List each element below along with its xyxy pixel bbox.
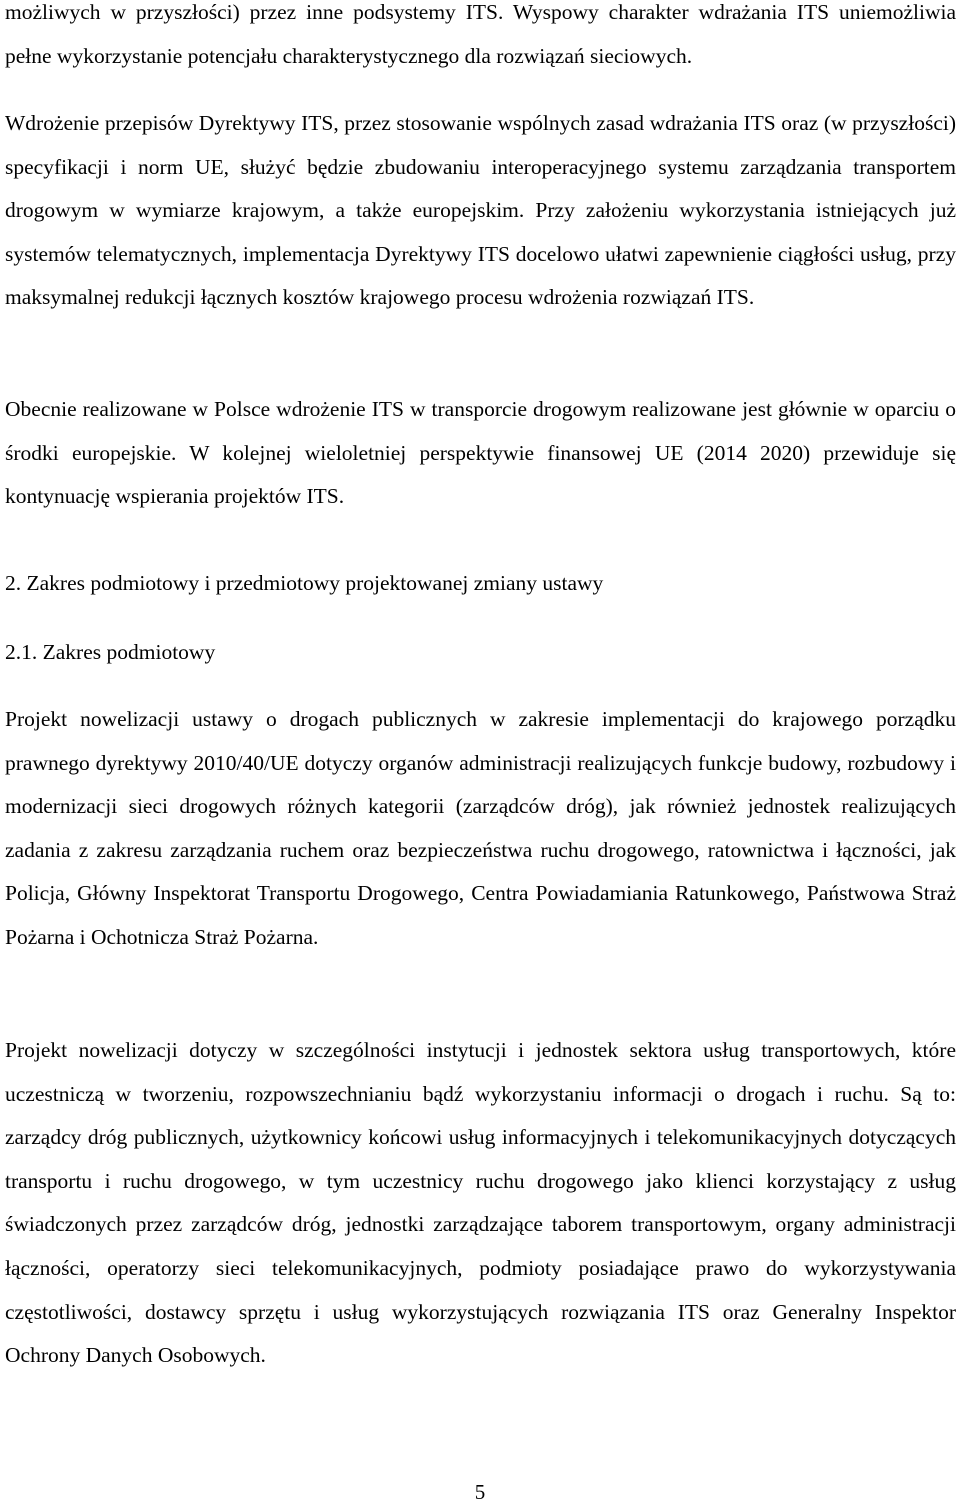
section-heading-2: 2. Zakres podmiotowy i przedmiotowy projektowanej zmiany ustawy <box>5 571 604 595</box>
paragraph-its-directive-implementation: Wdrożenie przepisów Dyrektywy ITS, przez stosowanie wspólnych zasad wdrażania ITS oraz (w przyszłości) specyfikacji i norm UE, służyć będzie zbudowaniu interoperacyjnego systemu zarządzania transportem drogowym w wymiarze krajowym, a także europejskim. Przy założeniu wykorzystania istniejących już systemów telematycznych, implementacja Dyrektywy ITS docelowo ułatwi zapewnienie ciągłości usług, przy maksymalnej redukcji łącznych kosztów krajowego procesu wdrożenia rozwiązań ITS. <box>5 111 956 310</box>
paragraph-its-island-deployment: możliwych w przyszłości) przez inne podsystemy ITS. Wyspowy charakter wdrażania ITS uniemożliwia pełne wykorzystanie potencjału charakterystycznego dla rozwiązań sieciowych. <box>5 0 956 68</box>
paragraph-project-entities: Projekt nowelizacji dotyczy w szczególności instytucji i jednostek sektora usług transportowych, które uczestniczą w tworzeniu, rozpowszechnianiu bądź wykorzystaniu informacji o drogach i ruchu. Są to: zarządcy dróg publicznych, użytkownicy końcowi usług informacyjnych i telekomunikacyjnych dotyczących transportu i ruchu drogowego, w tym uczestnicy ruchu drogowego jako klienci korzystający z usług świadczonych przez zarządców dróg, jednostki zarządzające taborem transportowym, organy administracji łączności, operatorzy sieci telekomunikacyjnych, podmioty posiadające prawo do wykorzystywania częstotliwości, dostawcy sprzętu i usług wykorzystujących rozwiązania ITS oraz Generalny Inspektor Ochrony Danych Osobowych. <box>5 1038 956 1368</box>
section-heading-2-1: 2.1. Zakres podmiotowy <box>5 640 216 664</box>
page-number: 5 <box>474 1480 486 1504</box>
paragraph-current-its-deployment: Obecnie realizowane w Polsce wdrożenie ITS w transporcie drogowym realizowane jest głównie w oparciu o środki europejskie. W kolejnej wieloletniej perspektywie finansowej UE (2014 2020) przewiduje się kontynuację wspierania projektów ITS. <box>5 397 956 509</box>
paragraph-project-scope: Projekt nowelizacji ustawy o drogach publicznych w zakresie implementacji do krajowego porządku prawnego dyrektywy 2010/40/UE dotyczy organów administracji realizujących funkcje budowy, rozbudowy i modernizacji sieci drogowych różnych kategorii (zarządców dróg), jak również jednostek realizujących zadania z zakresu zarządzania ruchem oraz bezpieczeństwa ruchu drogowego, ratownictwa i łączności, jak Policja, Główny Inspektorat Transportu Drogowego, Centra Powiadamiania Ratunkowego, Państwowa Straż Pożarna i Ochotnicza Straż Pożarna. <box>5 707 956 949</box>
